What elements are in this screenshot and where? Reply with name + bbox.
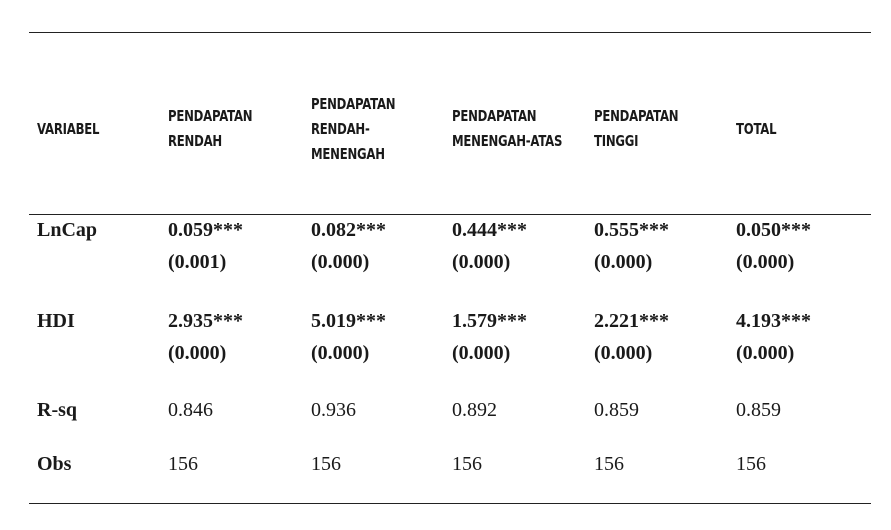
table-cell: 0.859: [594, 399, 639, 421]
row-label: LnCap: [37, 219, 98, 241]
header-total: TOTAL: [736, 119, 777, 138]
header-variabel: VARIABEL: [37, 119, 100, 138]
table-cell: 0.859: [736, 399, 781, 421]
table-cell: 0.846: [168, 399, 213, 421]
table-cell: 0.936: [311, 399, 356, 421]
header-pendapatan-rendah-menengah: PENDAPATAN RENDAH- MENENGAH: [311, 94, 396, 163]
row-label: Obs: [37, 453, 72, 475]
table-cell: 5.019*** (0.000): [311, 310, 386, 364]
table-cell: 0.892: [452, 399, 497, 421]
table-cell: 0.050*** (0.000): [736, 219, 811, 273]
table-cell: 156: [311, 453, 341, 475]
table-cell: 156: [736, 453, 766, 475]
table-cell: 2.221*** (0.000): [594, 310, 669, 364]
table-cell: 4.193*** (0.000): [736, 310, 811, 364]
table-cell: 0.444*** (0.000): [452, 219, 527, 273]
table-cell: 0.059*** (0.001): [168, 219, 243, 273]
row-label: R-sq: [37, 399, 78, 421]
table-bottom-rule: [29, 503, 871, 504]
table-cell: 156: [594, 453, 624, 475]
table-cell: 156: [168, 453, 198, 475]
row-label: HDI: [37, 310, 75, 332]
table-cell: 0.555*** (0.000): [594, 219, 669, 273]
header-pendapatan-tinggi: PENDAPATAN TINGGI: [594, 107, 679, 150]
table-top-rule: [29, 32, 871, 33]
table-cell: 156: [452, 453, 482, 475]
header-pendapatan-rendah: PENDAPATAN RENDAH: [168, 107, 253, 150]
table-cell: 0.082*** (0.000): [311, 219, 386, 273]
header-pendapatan-menengah-atas: PENDAPATAN MENENGAH-ATAS: [452, 107, 563, 150]
table-cell: 2.935*** (0.000): [168, 310, 243, 364]
table-cell: 1.579*** (0.000): [452, 310, 527, 364]
